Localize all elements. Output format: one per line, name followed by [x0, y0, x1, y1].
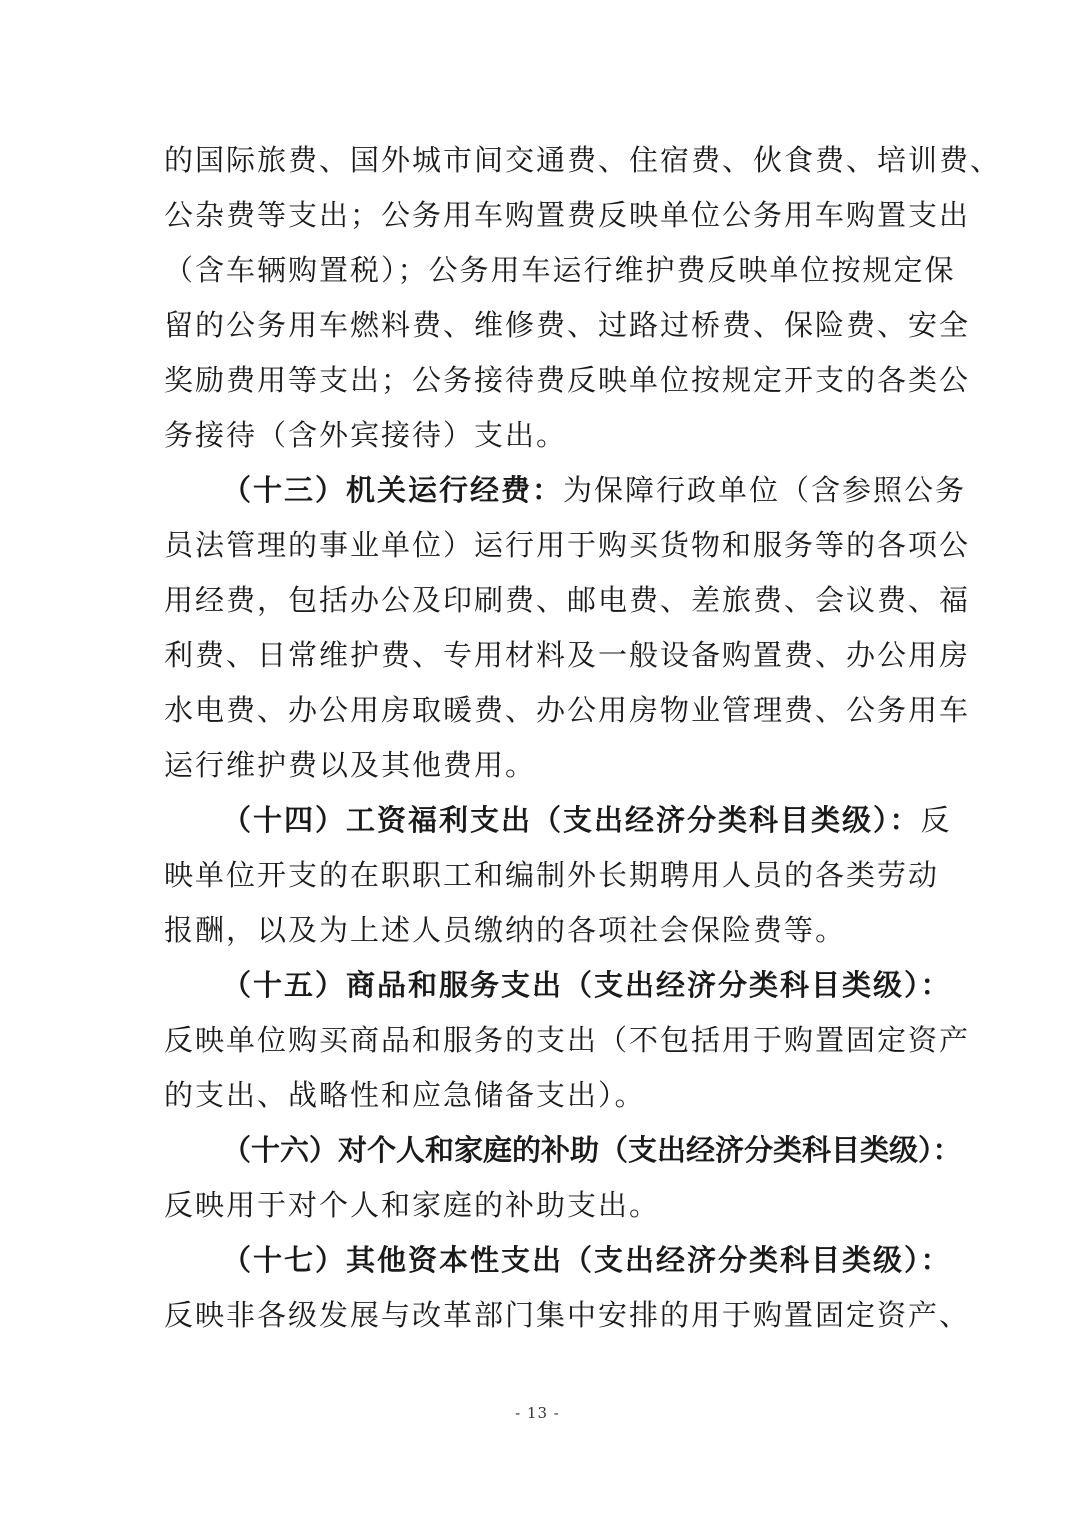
text-line: 反映单位购买商品和服务的支出（不包括用于购置固定资产 [164, 1023, 971, 1057]
section-label: （十三）机关运行经费： [222, 473, 564, 507]
section-label: （十七）其他资本性支出（支出经济分类科目类级）： [222, 1243, 952, 1277]
section-label: （十五）商品和服务支出（支出经济分类科目类级）： [222, 968, 952, 1002]
text-line: 映单位开支的在职职工和编制外长期聘用人员的各类劳动 [164, 858, 940, 892]
section-label: （十四）工资福利支出（支出经济分类科目类级）： [222, 803, 921, 837]
section-label: （十六）对个人和家庭的补助（支出经济分类科目类级）： [222, 1133, 962, 1167]
page-number: - 13 - [515, 1404, 560, 1422]
section-heading-13: （十三）机关运行经费：为保障行政单位（含参照公务 [222, 473, 967, 507]
text-line: 用经费，包括办公及印刷费、邮电费、差旅费、会议费、福 [164, 583, 971, 617]
text-line: 奖励费用等支出；公务接待费反映单位按规定开支的各类公 [164, 363, 971, 397]
text-line: 务接待（含外宾接待）支出。 [164, 418, 568, 452]
text-line: 留的公务用车燃料费、维修费、过路过桥费、保险费、安全 [164, 308, 971, 342]
text-line: （含车辆购置税）；公务用车运行维护费反映单位按规定保 [164, 253, 956, 287]
text-line: 公杂费等支出；公务用车购置费反映单位公务用车购置支出 [164, 198, 971, 232]
text-line: 水电费、办公用房取暖费、办公用房物业管理费、公务用车 [164, 693, 971, 727]
section-heading-17 [222, 1240, 952, 1280]
text-line: 反映非各级发展与改革部门集中安排的用于购置固定资产、 [164, 1298, 971, 1332]
text-line: 报酬，以及为上述人员缴纳的各项社会保险费等。 [164, 913, 847, 947]
text-line: 员法管理的事业单位）运行用于购买货物和服务等的各项公 [164, 528, 971, 562]
section-heading-15 [222, 965, 952, 1005]
section-heading-14: （十四）工资福利支出（支出经济分类科目类级）：反 [222, 803, 952, 837]
section-heading-16 [222, 1130, 962, 1170]
text-line: 利费、日常维护费、专用材料及一般设备购置费、办公用房 [164, 638, 971, 672]
text-line: 的支出、战略性和应急储备支出）。 [164, 1078, 646, 1112]
text-line: 运行维护费以及其他费用。 [164, 748, 537, 782]
text-line: 反映用于对个人和家庭的补助支出。 [164, 1188, 661, 1222]
text-line: 的国际旅费、国外城市间交通费、住宿费、伙食费、培训费、 [164, 143, 1002, 177]
